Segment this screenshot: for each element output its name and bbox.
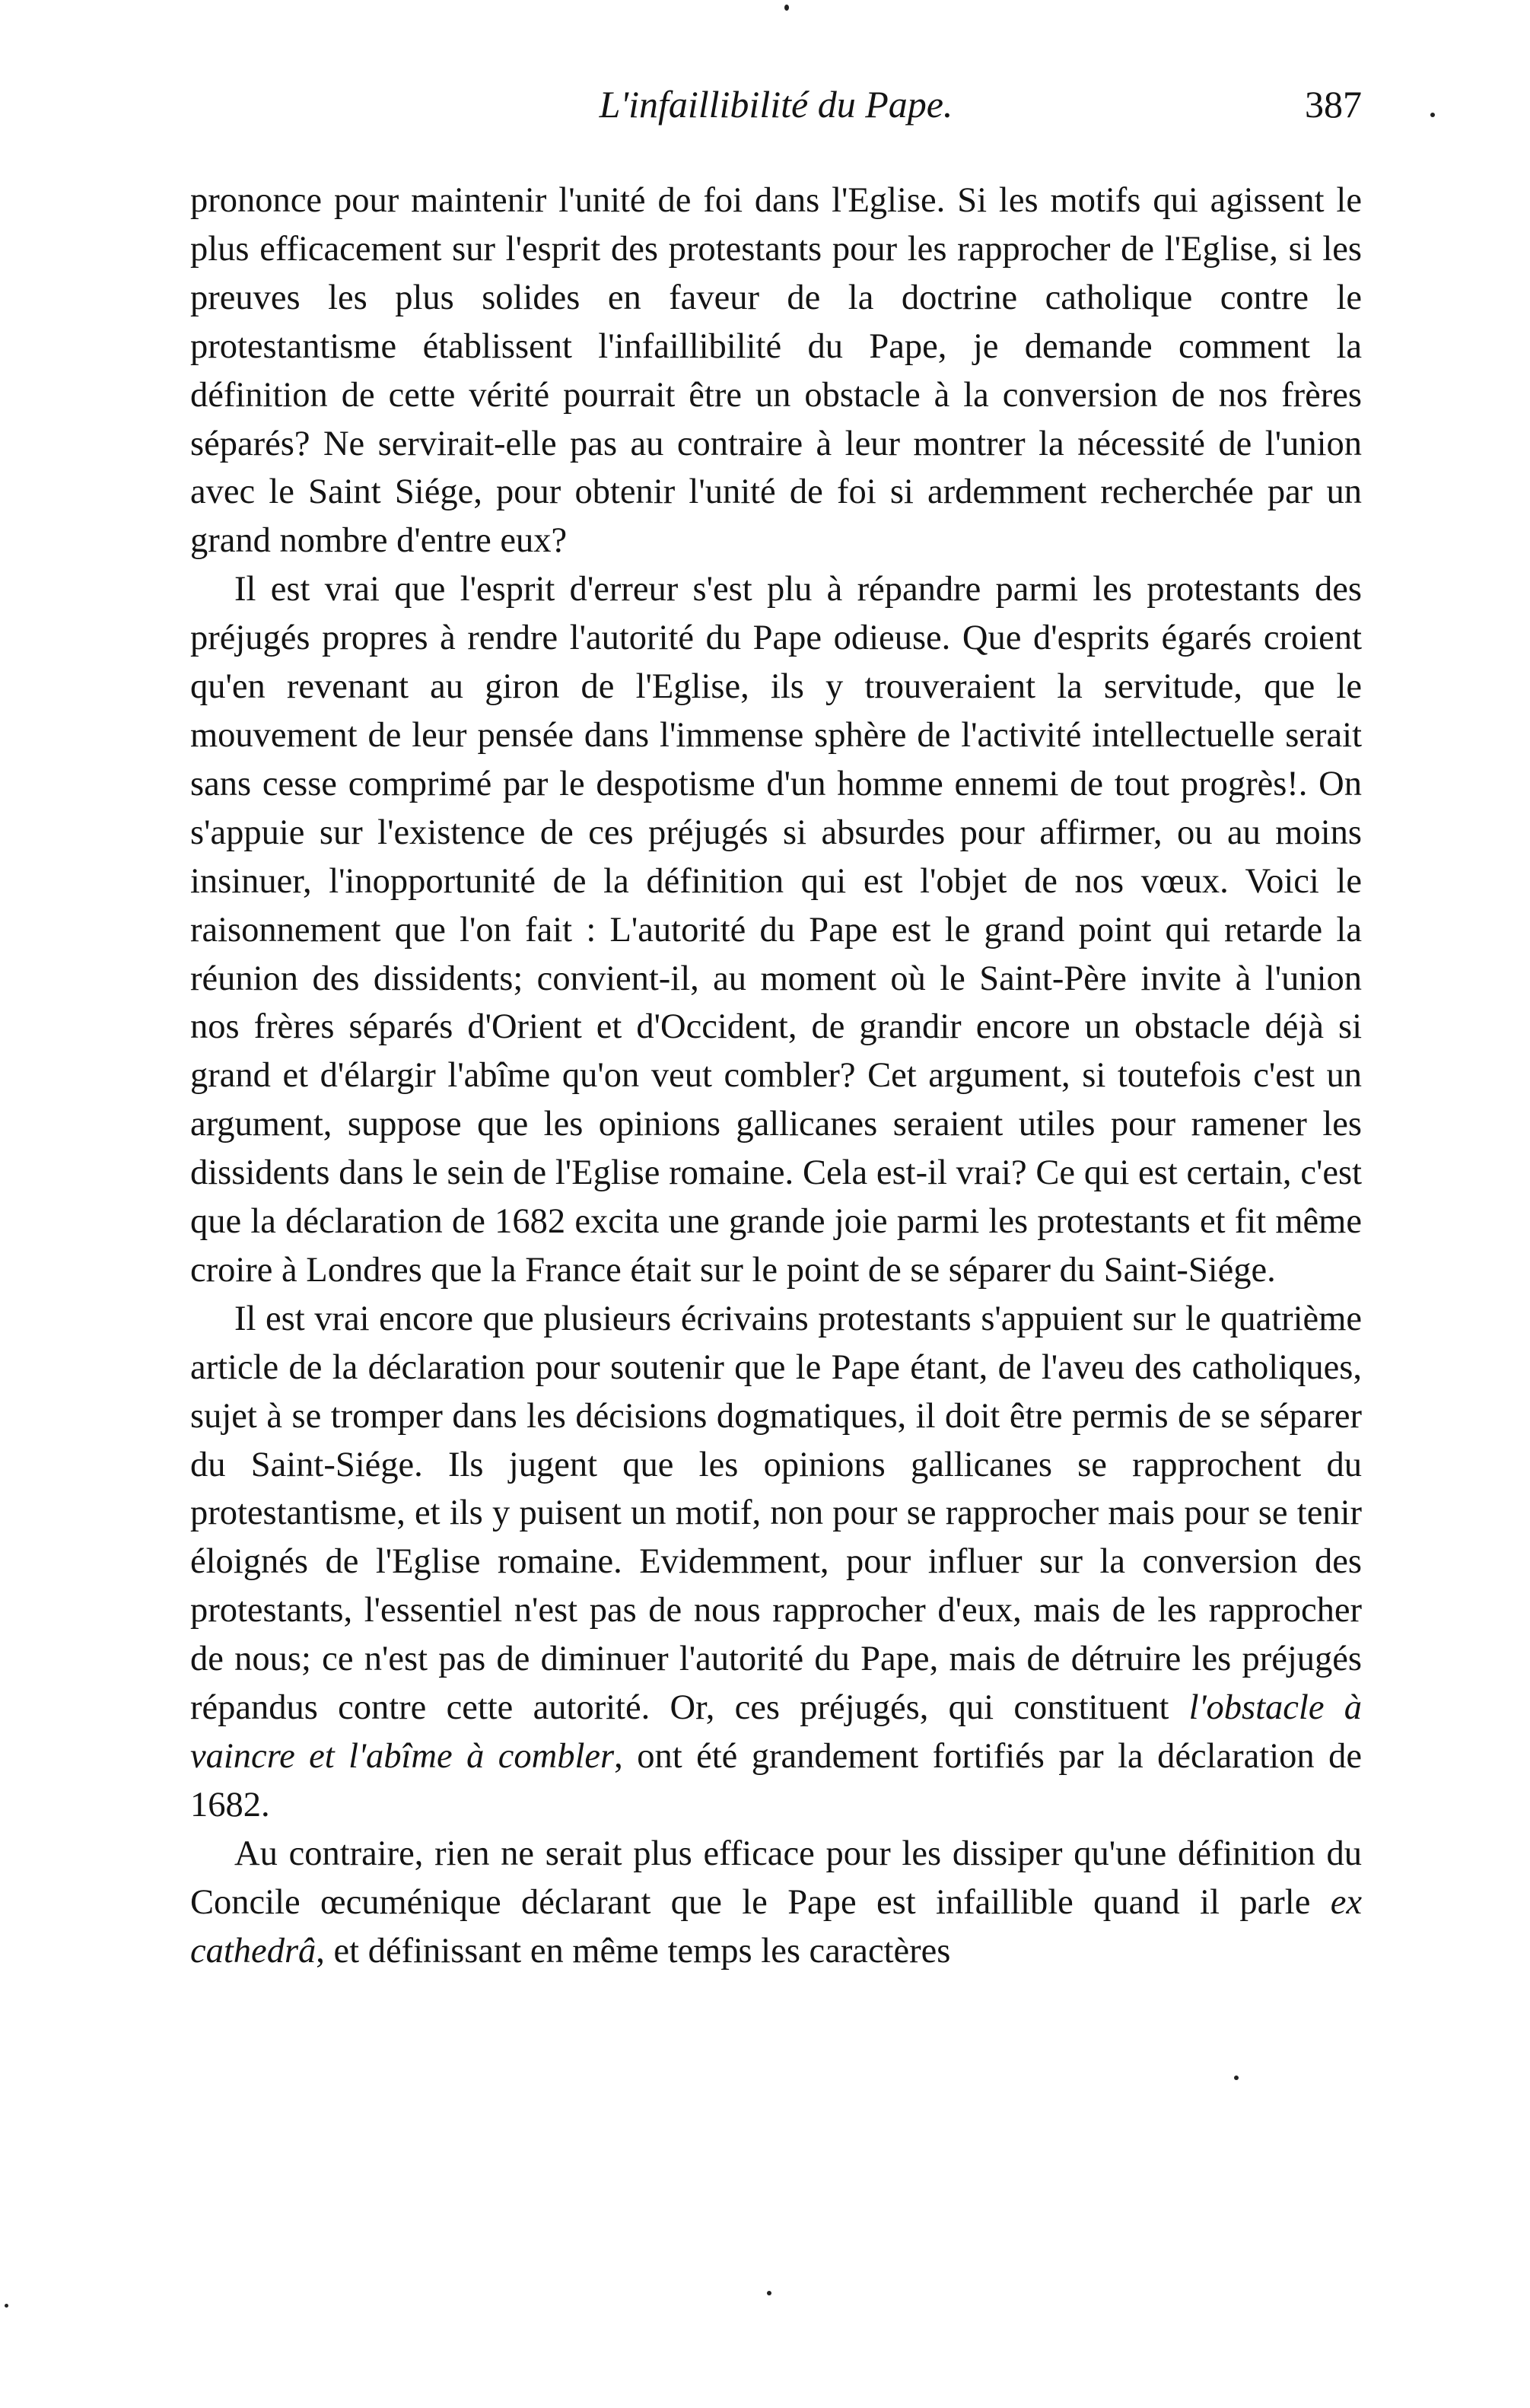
paragraph: Il est vrai que l'esprit d'erreur s'est plu à répandre parmi les protestants des préjugés propres à rendre l'autorité du Pape odieuse. Que d'esprits égarés croient qu'en revenant au giron de l'Eglise, ils y trouveraient la servitude, que le mouvement de leur pensée dans l'immense sphère de l'activité intellectuelle serait sans cesse comprimé par le despotisme d'un homme ennemi de tout progrès!. On s'appuie sur l'existence de ces préjugés si absurdes pour affirmer, ou au moins insinuer, l'inopportunité de la définition qui est l'objet de nos vœux. Voici le raisonnement que l'on fait : L'autorité du Pape est le grand point qui retarde la réunion des dissidents; convient-il, au moment où le Saint-Père invite à l'union nos frères séparés d'Orient et d'Occident, de grandir encore un obstacle déjà si grand et d'élargir l'abîme qu'on veut combler? Cet argument, si toutefois c'est un argument, suppose que les opinions gallicanes seraient utiles pour ramener les dissidents dans le sein de l'Eglise romaine. Cela est-il vrai? Ce qui est certain, c'est que la déclaration de 1682 excita une grande joie parmi les protestants et fit même croire à Londres que la France était sur le point de se séparer du Saint-Siége. [190, 570, 1362, 1290]
paragraph [190, 1830, 1362, 1976]
paragraph-text: , et définissant en même temps les caractères [316, 1931, 951, 1971]
paragraph-text: , ont été grandement fortifiés par la déclaration de 1682. [190, 1737, 1362, 1824]
page-number: 387 [1305, 83, 1362, 126]
ink-speck [1430, 113, 1435, 117]
italic-phrase: ex cathedrâ [190, 1882, 1362, 1971]
running-title: L'infaillibilité du Pape. [599, 83, 953, 126]
ink-speck [767, 2291, 771, 2295]
page-header [190, 78, 1362, 131]
ink-speck [1234, 2076, 1239, 2080]
paragraph-continued: prononce pour maintenir l'unité de foi dans l'Eglise. Si les motifs qui agissent le plus efficacement sur l'esprit des protestants pour les rapprocher de l'Eglise, si les preuves les plus solides en faveur de la doctrine catholique contre le protestantisme établissent l'infaillibilité du Pape, je demande comment la définition de cette vérité pourrait être un obstacle à la conversion de nos frères séparés? Ne servirait-elle pas au contraire à leur montrer la nécessité de l'union avec le Saint Siége, pour obtenir l'unité de foi si ardemment recherchée par un grand nombre d'entre eux? [190, 181, 1362, 561]
italic-phrase: l'obstacle à vaincre et l'abîme à combler [190, 1688, 1362, 1776]
body-text [190, 177, 1362, 1976]
ink-speck [784, 5, 789, 11]
ink-speck [5, 2304, 8, 2308]
paragraph-text: Au contraire, rien ne serait plus efficace pour les dissiper qu'une définition du Concile œcuménique déclarant que le Pape est infaillible quand il parle [190, 1834, 1362, 1922]
paragraph [190, 1295, 1362, 1830]
paragraph-text: Il est vrai encore que plusieurs écrivains protestants s'appuient sur le quatrième article de la déclaration pour soutenir que le Pape étant, de l'aveu des catholiques, sujet à se tromper dans les décisions dogmatiques, il doit être permis de se séparer du Saint-Siége. Ils jugent que les opinions gallicanes se rapprochent du protestantisme, et ils y puisent un motif, non pour se rapprocher mais pour se tenir éloignés de l'Eglise romaine. Evidemment, pour influer sur la conversion des protestants, l'essentiel n'est pas de nous rapprocher d'eux, mais de les rapprocher de nous; ce n'est pas de diminuer l'autorité du Pape, mais de détruire les préjugés répandus contre cette autorité. Or, ces préjugés, qui constituent [190, 1299, 1362, 1728]
